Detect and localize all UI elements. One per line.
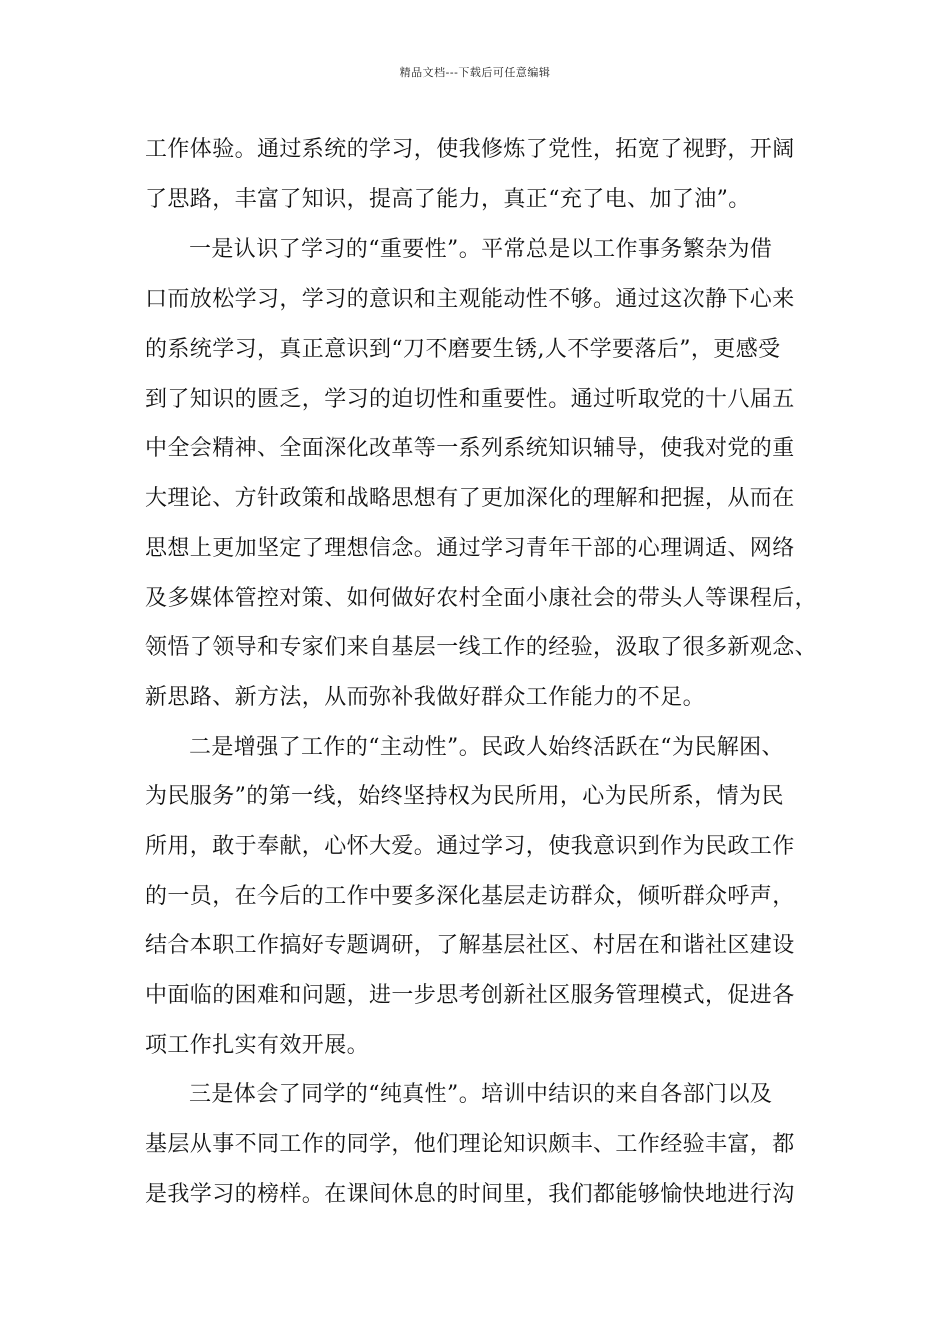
page-header: 精品文档---下载后可任意编辑 <box>399 66 551 79</box>
body-line: 中全会精神、全面深化改革等一系列系统知识辅导，使我对党的重 <box>145 436 795 461</box>
paragraph-start-line: 二是增强了工作的“主动性”。民政人始终活跃在“为民解困、 <box>189 735 784 760</box>
body-line: 工作体验。通过系统的学习，使我修炼了党性，拓宽了视野，开阔 <box>145 137 795 162</box>
body-line: 的系统学习，真正意识到“刀不磨要生锈,人不学要落后”，更感受 <box>145 337 781 362</box>
body-line: 结合本职工作搞好专题调研，了解基层社区、村居在和谐社区建设 <box>145 933 795 958</box>
body-line: 新思路、新方法，从而弥补我做好群众工作能力的不足。 <box>145 685 706 710</box>
body-line: 思想上更加坚定了理想信念。通过学习青年干部的心理调适、网络 <box>145 536 795 561</box>
body-line: 及多媒体管控对策、如何做好农村全面小康社会的带头人等课程后， <box>145 586 818 611</box>
body-line: 中面临的困难和问题，进一步思考创新社区服务管理模式，促进各 <box>145 983 795 1008</box>
body-line: 的一员，在今后的工作中要多深化基层走访群众，倾听群众呼声， <box>145 884 795 909</box>
body-line: 基层从事不同工作的同学，他们理论知识颇丰、工作经验丰富，都 <box>145 1132 795 1157</box>
body-line: 大理论、方针政策和战略思想有了更加深化的理解和把握，从而在 <box>145 486 795 511</box>
body-line: 是我学习的榜样。在课间休息的时间里，我们都能够愉快地进行沟 <box>145 1182 795 1207</box>
body-line: 所用，敢于奉献，心怀大爱。通过学习，使我意识到作为民政工作 <box>145 834 795 859</box>
body-line: 为民服务”的第一线，始终坚持权为民所用，心为民所系，情为民 <box>145 784 784 809</box>
body-line: 领悟了领导和专家们来自基层一线工作的经验，汲取了很多新观念、 <box>145 635 818 660</box>
paragraph-start-line: 三是体会了同学的“纯真性”。培训中结识的来自各部门以及 <box>189 1082 773 1107</box>
paragraph-start-line: 一是认识了学习的“重要性”。平常总是以工作事务繁杂为借 <box>189 237 773 262</box>
body-line: 口而放松学习，学习的意识和主观能动性不够。通过这次静下心来 <box>145 287 795 312</box>
body-line: 了思路，丰富了知识，提高了能力，真正“充了电、加了油”。 <box>145 187 751 212</box>
body-line: 项工作扎实有效开展。 <box>145 1033 370 1058</box>
body-line: 到了知识的匮乏，学习的迫切性和重要性。通过听取党的十八届五 <box>145 387 795 412</box>
